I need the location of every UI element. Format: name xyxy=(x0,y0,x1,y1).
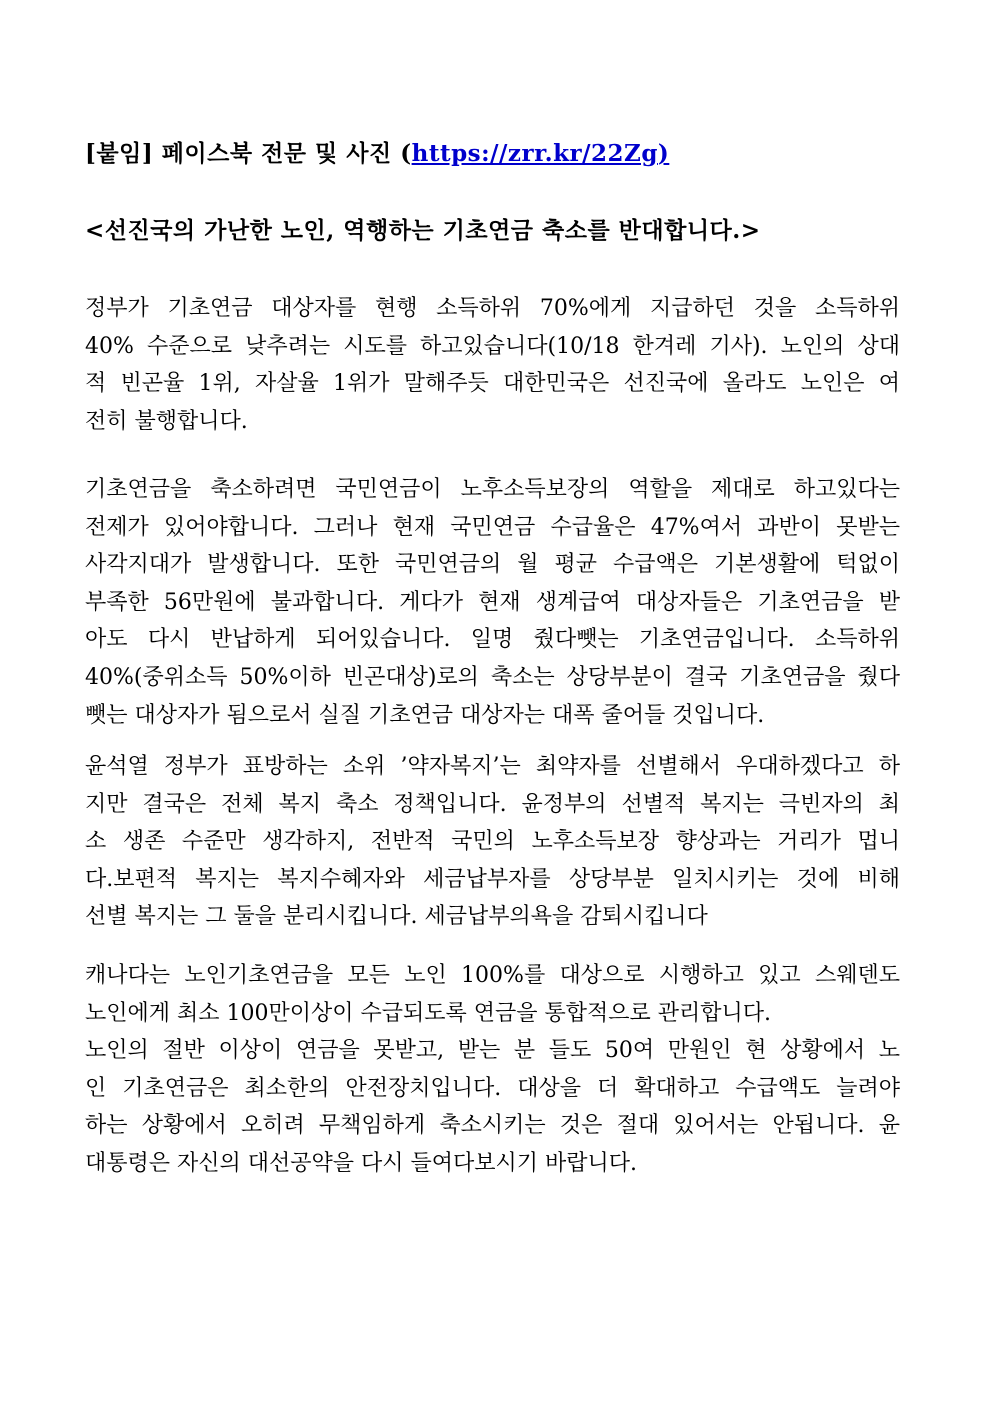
text-line: 선별 복지는 그 둘을 분리시킵니다. 세금납부의욕을 감퇴시킵니다 xyxy=(85,904,708,930)
text-line: 노인에게 최소 100만이상이 수급되도록 연금을 통합적으로 관리합니다. xyxy=(85,1000,772,1026)
text-line: 대통령은 자신의 대선공약을 다시 들여다보시기 바랍니다. xyxy=(85,1150,638,1176)
text-line: 하는 상황에서 오히려 무책임하게 축소시키는 것은 절대 있어서는 안됩니다. 윤 xyxy=(85,1113,900,1139)
attachment-heading-text: [붙임] 페이스북 전문 및 사진 ( xyxy=(85,140,412,167)
text-line: 40% 수준으로 낮추려는 시도를 하고있습니다(10/18 한겨레 기사). 노인의 상대 xyxy=(85,333,900,359)
text-line: 부족한 56만원에 불과합니다. 게다가 현재 생계급여 대상자들은 기초연금을 받 xyxy=(85,589,900,615)
text-line: 지만 결국은 전체 복지 축소 정책입니다. 윤정부의 선별적 복지는 극빈자의 최 xyxy=(85,791,900,817)
text-line: 전제가 있어야합니다. 그러나 현재 국민연금 수급율은 47%여서 과반이 못받는 xyxy=(85,514,900,540)
text-line: 정부가 기초연금 대상자를 현행 소득하위 70%에게 지급하던 것을 소득하위 xyxy=(85,296,900,321)
text-line: 노인의 절반 이상이 연금을 못받고, 받는 분 들도 50여 만원인 현 상황에서 노 xyxy=(85,1038,900,1064)
text-line: 인 기초연금은 최소한의 안전장치입니다. 대상을 더 확대하고 수급액도 늘려야 xyxy=(85,1075,900,1101)
text-line: 아도 다시 반납하게 되어있습니다. 일명 줬다뺏는 기초연금입니다. 소득하위 xyxy=(85,627,900,653)
paragraph-1 xyxy=(85,290,900,440)
facebook-url-close-paren: ) xyxy=(657,140,670,167)
statement-title: <선진국의 가난한 노인, 역행하는 기초연금 축소를 반대합니다.> xyxy=(85,217,761,244)
text-line: 기초연금을 축소하려면 국민연금이 노후소득보장의 역할을 제대로 하고있다는 xyxy=(85,477,900,502)
attachment-heading xyxy=(85,134,945,174)
text-line: 사각지대가 발생합니다. 또한 국민연금의 월 평균 수급액은 기본생활에 턱없이 xyxy=(85,552,900,578)
text-line: 뺏는 대상자가 됨으로서 실질 기초연금 대상자는 대폭 줄어들 것입니다. xyxy=(85,702,765,728)
text-line: 40%(중위소득 50%이하 빈곤대상)로의 축소는 상당부분이 결국 기초연금을 줬다 xyxy=(85,664,900,690)
paragraph-3 xyxy=(85,748,900,936)
facebook-url-link[interactable] xyxy=(412,140,670,167)
text-line: 적 빈곤율 1위, 자살율 1위가 말해주듯 대한민국은 선진국에 올라도 노인은 여 xyxy=(85,371,900,397)
paragraph-2 xyxy=(85,471,900,734)
text-line: 캐나다는 노인기초연금을 모든 노인 100%를 대상으로 시행하고 있고 스웨덴도 xyxy=(85,963,900,988)
facebook-url-text: https://zrr.kr/22Zg xyxy=(411,140,658,167)
text-line: 전히 불행합니다. xyxy=(85,408,248,434)
paragraph-4 xyxy=(85,957,900,1183)
text-line: 소 생존 수준만 생각하지, 전반적 국민의 노후소득보장 향상과는 거리가 멉니 xyxy=(85,829,900,855)
text-line: 윤석열 정부가 표방하는 소위 ’약자복지’는 최약자를 선별해서 우대하겠다고 하 xyxy=(85,754,900,779)
text-line: 다.보편적 복지는 복지수혜자와 세금납부자를 상당부분 일치시키는 것에 비해 xyxy=(85,866,900,892)
